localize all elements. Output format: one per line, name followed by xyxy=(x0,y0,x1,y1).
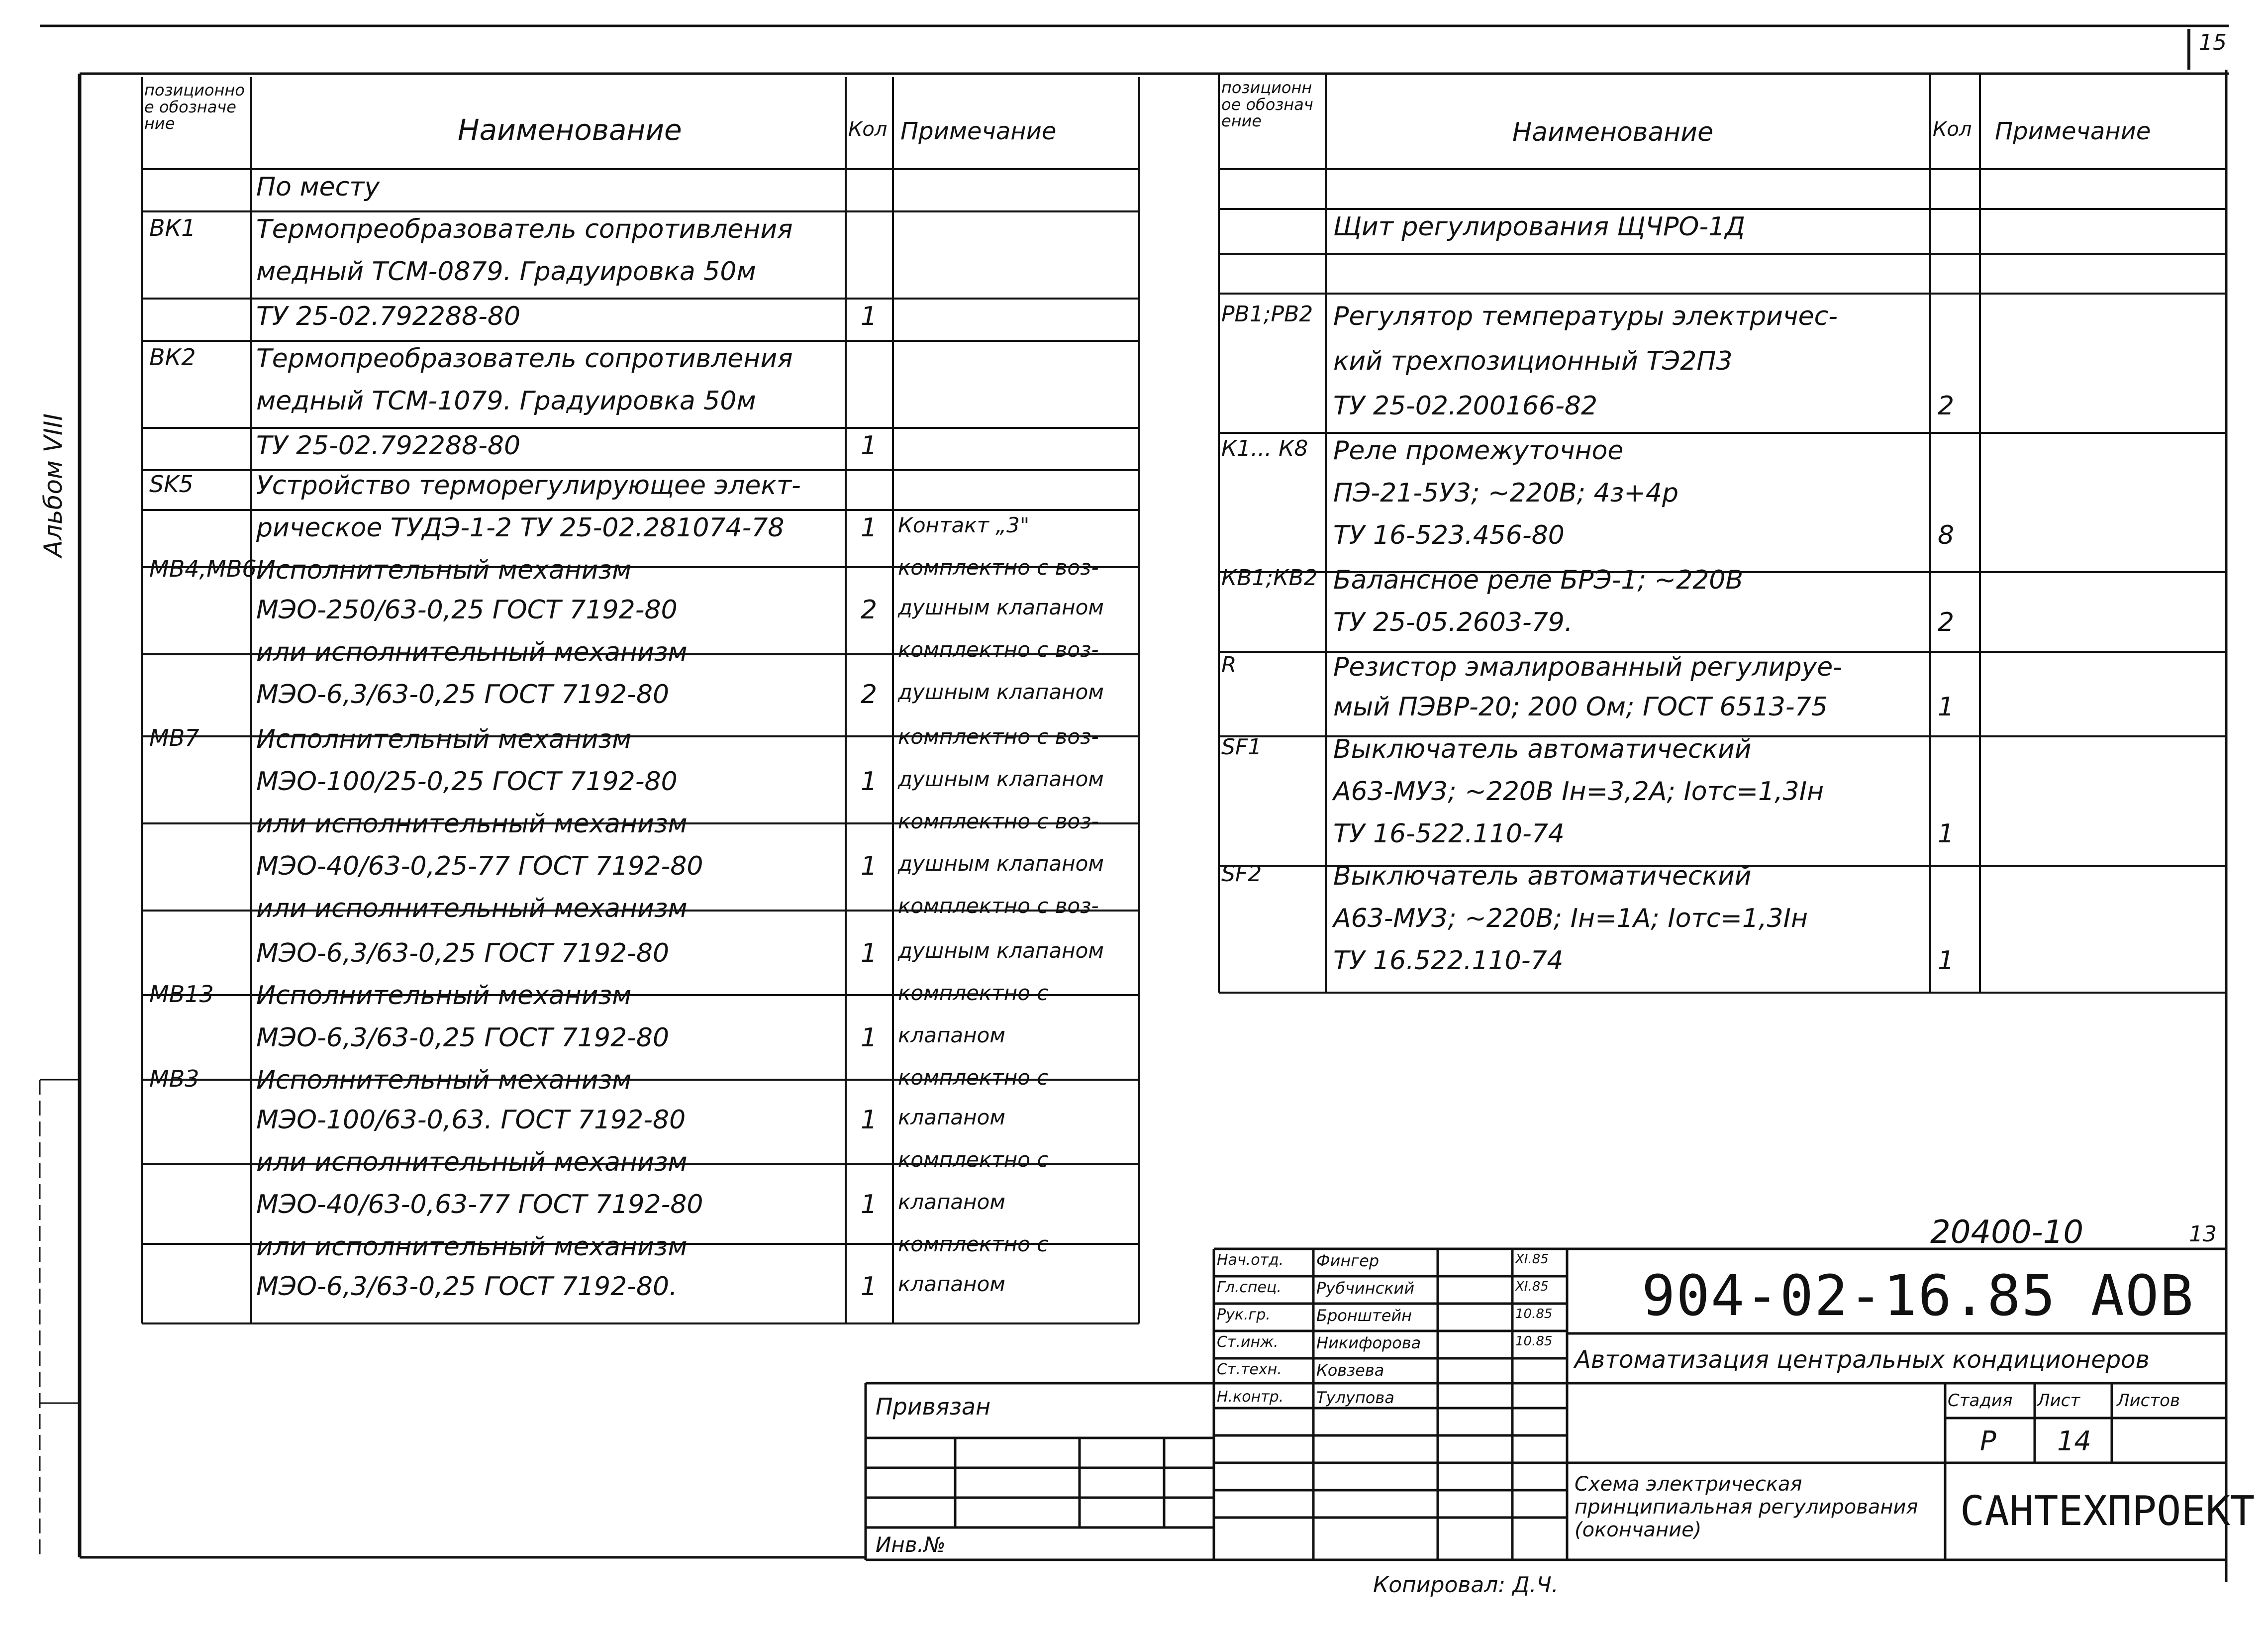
row-note: комплектно с xyxy=(898,1065,1049,1090)
signature-role: Рук.гр. xyxy=(1217,1306,1271,1323)
signature-role: Нач.отд. xyxy=(1217,1251,1284,1269)
row-qty: 1 xyxy=(861,431,878,461)
row-note: душным клапаном xyxy=(898,680,1104,704)
signature-role: Ст.техн. xyxy=(1217,1361,1282,1378)
row-name: ТУ 25-02.200166-82 xyxy=(1333,391,1598,421)
row-name: МЭО-40/63-0,25-77 ГОСТ 7192-80 xyxy=(256,851,703,881)
row-note: комплектно с xyxy=(898,1147,1049,1172)
row-note: душным клапаном xyxy=(898,767,1104,791)
row-name: или исполнительный механизм xyxy=(256,809,688,839)
row-name: Щит регулирования ЩЧРО-1Д xyxy=(1333,212,1745,242)
left-header-name: Наименование xyxy=(458,113,682,147)
row-name: Исполнительный механизм xyxy=(256,1065,632,1095)
row-note: клапаном xyxy=(898,1190,1005,1214)
row-qty: 1 xyxy=(861,1190,878,1219)
row-name: Резистор эмалированный регулируе- xyxy=(1333,652,1843,682)
row-note: комплектно с воз- xyxy=(898,555,1099,580)
row-position: МВ4,МВ6 xyxy=(149,555,257,582)
row-qty: 1 xyxy=(1938,819,1955,849)
row-name: Выключатель автоматический xyxy=(1333,861,1752,891)
row-name: Термопреобразователь сопротивления xyxy=(256,344,793,374)
row-position: МВ7 xyxy=(149,724,199,751)
copied-by: Копировал: Д.Ч. xyxy=(1373,1572,1559,1598)
row-position: R xyxy=(1221,652,1237,678)
drawing-title: Схема электрическая принципиальная регулирования (окончание) xyxy=(1575,1473,1918,1541)
row-note: комплектно с воз- xyxy=(898,724,1099,749)
row-name: ТУ 16.522.110-74 xyxy=(1333,946,1564,976)
row-name: МЭО-6,3/63-0,25 ГОСТ 7192-80 xyxy=(256,1023,670,1053)
row-qty: 1 xyxy=(861,938,878,968)
row-position: КВ1;КВ2 xyxy=(1221,565,1318,591)
right-header-note: Примечание xyxy=(1995,117,2151,145)
signature-date: 10.85 xyxy=(1515,1334,1553,1349)
left-header-note: Примечание xyxy=(900,117,1057,145)
row-name: Исполнительный механизм xyxy=(256,555,632,585)
row-note: клапаном xyxy=(898,1272,1005,1296)
right-header-qty: Кол xyxy=(1933,118,1972,141)
project-title: Автоматизация центральных кондиционеров xyxy=(1575,1346,2150,1374)
sheet-label: Лист xyxy=(2037,1391,2080,1411)
row-name: или исполнительный механизм xyxy=(256,1147,688,1177)
signature-name: Бронштейн xyxy=(1316,1306,1412,1325)
row-position: SF1 xyxy=(1221,734,1262,760)
row-name: или исполнительный механизм xyxy=(256,637,688,667)
stage-value: Р xyxy=(1980,1425,1996,1457)
row-name: Балансное реле БРЭ-1; ~220В xyxy=(1333,565,1744,595)
row-note: душным клапаном xyxy=(898,595,1104,619)
row-qty: 2 xyxy=(1938,608,1955,637)
row-qty: 1 xyxy=(861,851,878,881)
row-name: медный ТСМ-0879. Градуировка 50м xyxy=(256,257,756,287)
sheet-value: 14 xyxy=(2057,1425,2091,1457)
sheet-corner: 13 xyxy=(2189,1221,2217,1247)
row-position: РВ1;РВ2 xyxy=(1221,302,1313,327)
page-corner-number: 15 xyxy=(2199,30,2227,55)
row-position: ВК1 xyxy=(149,214,196,241)
row-qty: 1 xyxy=(1938,946,1955,976)
row-note: комплектно с воз- xyxy=(898,809,1099,833)
row-qty: 1 xyxy=(861,302,878,331)
row-name: Термопреобразователь сопротивления xyxy=(256,214,793,244)
signature-name: Никифорова xyxy=(1316,1333,1421,1352)
row-name: Выключатель автоматический xyxy=(1333,734,1752,764)
signature-date: XI.85 xyxy=(1515,1252,1549,1267)
row-position: К1... К8 xyxy=(1221,436,1308,461)
row-qty: 1 xyxy=(1938,692,1955,722)
row-name: А63-МУ3; ~220В Iн=3,2А; Iотс=1,3Iн xyxy=(1333,777,1824,807)
row-qty: 2 xyxy=(861,680,878,710)
row-note: комплектно с xyxy=(898,1232,1049,1256)
signature-role: Н.контр. xyxy=(1217,1388,1284,1406)
document-code: 904-02-16.85 АОВ xyxy=(1642,1264,2194,1328)
row-name: МЭО-40/63-0,63-77 ГОСТ 7192-80 xyxy=(256,1190,703,1219)
row-position: SF2 xyxy=(1221,861,1262,887)
row-position: МВ13 xyxy=(149,981,214,1008)
row-name: или исполнительный механизм xyxy=(256,1232,688,1262)
row-note: клапаном xyxy=(898,1105,1005,1129)
row-qty: 2 xyxy=(861,595,878,625)
row-name: медный ТСМ-1079. Градуировка 50м xyxy=(256,386,756,416)
row-qty: 2 xyxy=(1938,391,1955,421)
row-note: комплектно с xyxy=(898,981,1049,1005)
row-name: рическое ТУДЭ-1-2 ТУ 25-02.281074-78 xyxy=(256,513,785,543)
row-qty: 1 xyxy=(861,1023,878,1053)
row-note: душным клапаном xyxy=(898,938,1104,963)
attached-label: Привязан xyxy=(876,1393,991,1420)
signature-role: Ст.инж. xyxy=(1217,1333,1279,1351)
row-name: МЭО-6,3/63-0,25 ГОСТ 7192-80 xyxy=(256,680,670,710)
row-name: Исполнительный механизм xyxy=(256,724,632,754)
row-note: комплектно с воз- xyxy=(898,894,1099,918)
row-name: мый ПЭВР-20; 200 Ом; ГОСТ 6513-75 xyxy=(1333,692,1828,722)
organization-name: САНТЕХПРОЕКТ xyxy=(1960,1488,2255,1535)
row-name: Исполнительный механизм xyxy=(256,981,632,1011)
row-name: Реле промежуточное xyxy=(1333,436,1624,466)
row-position: МВ3 xyxy=(149,1065,199,1092)
album-label: Альбом VIII xyxy=(39,413,68,557)
signature-name: Фингер xyxy=(1316,1251,1380,1270)
row-note: душным клапаном xyxy=(898,851,1104,876)
row-name: По месту xyxy=(256,172,380,202)
row-name: ТУ 25-02.792288-80 xyxy=(256,431,521,461)
row-name: Регулятор температуры электричес- xyxy=(1333,302,1838,331)
sheets-label: Листов xyxy=(2117,1391,2180,1411)
row-name: ТУ 25-02.792288-80 xyxy=(256,302,521,331)
signature-role: Гл.спец. xyxy=(1217,1279,1282,1296)
left-header-position: позиционное обозначение xyxy=(144,81,245,133)
signature-name: Рубчинский xyxy=(1316,1279,1415,1298)
left-header-qty: Кол xyxy=(848,118,887,141)
row-name: кий трехпозиционный ТЭ2П3 xyxy=(1333,346,1733,376)
right-header-position: позиционное обозначение xyxy=(1221,78,1313,131)
row-qty: 1 xyxy=(861,767,878,797)
right-header-name: Наименование xyxy=(1512,117,1714,147)
row-qty: 8 xyxy=(1938,520,1955,550)
stage-label: Стадия xyxy=(1948,1391,2013,1411)
row-name: МЭО-100/25-0,25 ГОСТ 7192-80 xyxy=(256,767,678,797)
row-name: МЭО-6,3/63-0,25 ГОСТ 7192-80 xyxy=(256,938,670,968)
row-name: или исполнительный механизм xyxy=(256,894,688,923)
archive-number: 20400-10 xyxy=(1930,1214,2084,1251)
row-note: комплектно с воз- xyxy=(898,637,1099,662)
signature-date: XI.85 xyxy=(1515,1279,1549,1294)
row-name: МЭО-6,3/63-0,25 ГОСТ 7192-80. xyxy=(256,1272,678,1302)
signature-name: Тулупова xyxy=(1316,1388,1394,1407)
row-qty: 1 xyxy=(861,513,878,543)
row-qty: 1 xyxy=(861,1105,878,1135)
row-note: Контакт „3" xyxy=(898,513,1030,537)
row-name: МЭО-100/63-0,63. ГОСТ 7192-80 xyxy=(256,1105,686,1135)
row-name: Устройство терморегулирующее элект- xyxy=(256,471,801,501)
inventory-label: Инв.№ xyxy=(876,1532,946,1557)
signature-name: Ковзева xyxy=(1316,1361,1384,1380)
row-position: ВК2 xyxy=(149,344,196,371)
row-name: МЭО-250/63-0,25 ГОСТ 7192-80 xyxy=(256,595,678,625)
row-name: ТУ 25-05.2603-79. xyxy=(1333,608,1573,637)
row-position: SK5 xyxy=(149,471,194,498)
row-name: ПЭ-21-5У3; ~220В; 4з+4р xyxy=(1333,478,1678,508)
signature-date: 10.85 xyxy=(1515,1307,1553,1321)
row-name: ТУ 16-523.456-80 xyxy=(1333,520,1565,550)
row-name: ТУ 16-522.110-74 xyxy=(1333,819,1565,849)
row-note: клапаном xyxy=(898,1023,1005,1047)
row-name: А63-МУ3; ~220В; Iн=1А; Iотс=1,3Iн xyxy=(1333,904,1808,933)
row-qty: 1 xyxy=(861,1272,878,1302)
